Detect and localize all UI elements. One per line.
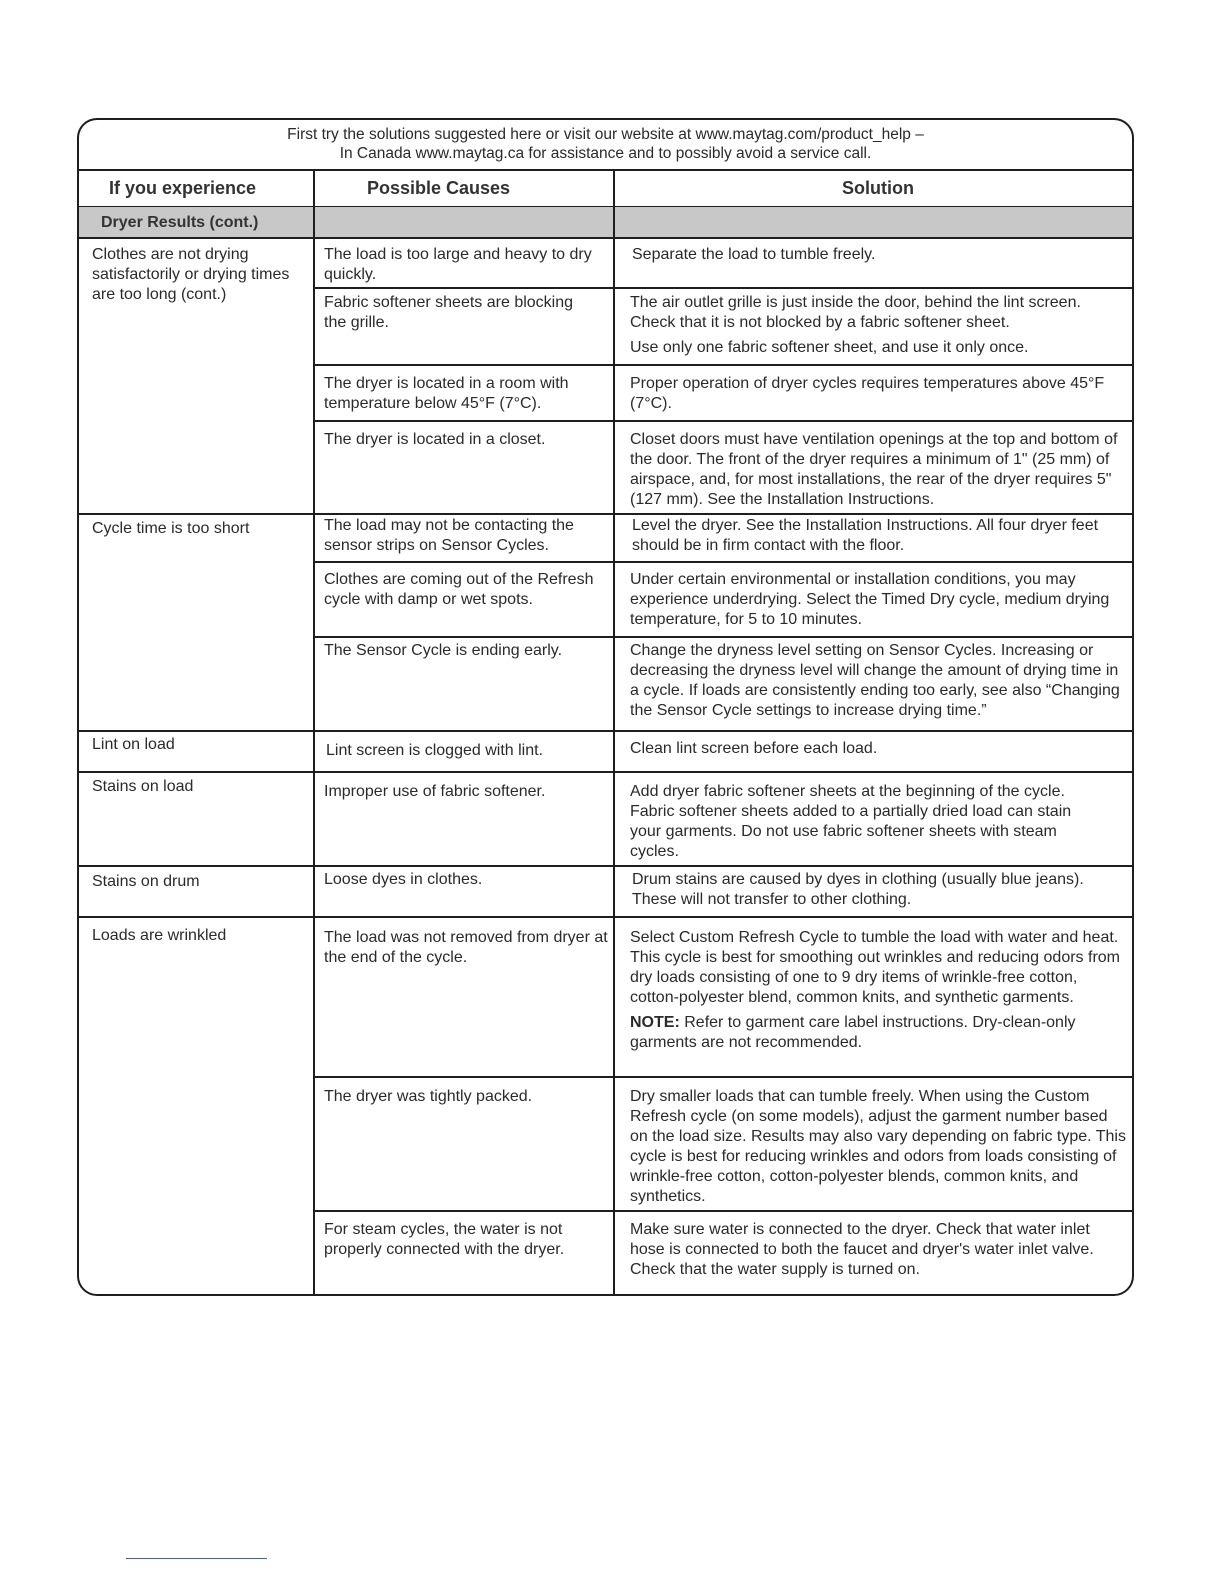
intro-line-1: First try the solutions suggested here or visit our website at www.maytag.com/product_help –	[287, 126, 924, 143]
solution-text: Drum stains are caused by dyes in clothing (usually blue jeans). These will not transfer to other clothing.	[632, 871, 1084, 908]
header-solution: Solution	[842, 177, 914, 198]
cause-text: Improper use of fabric softener.	[324, 783, 546, 800]
intro-note	[79, 120, 1132, 171]
cause-text: Fabric softener sheets are blocking the grille.	[324, 294, 574, 331]
solution-text	[630, 293, 1125, 358]
column-divider	[313, 171, 315, 1296]
problem-stains-drum: Stains on drum	[92, 873, 200, 890]
note-paragraph	[630, 1013, 1120, 1053]
solution-text: Proper operation of dryer cycles requires temperatures above 45°F (7°C).	[630, 375, 1105, 412]
solution-text: Clean lint screen before each load.	[630, 740, 878, 757]
row-divider	[79, 916, 1132, 918]
solution-paragraph: Use only one fabric softener sheet, and use it only once.	[630, 339, 1029, 356]
problem-cycle-short: Cycle time is too short	[92, 520, 250, 537]
cause-text: The dryer was tightly packed.	[324, 1088, 533, 1105]
solution-text: Separate the load to tumble freely.	[632, 246, 876, 263]
cause-text: The dryer is located in a room with temperature below 45°F (7°C).	[324, 375, 569, 412]
cause-text: For steam cycles, the water is not properly connected with the dryer.	[324, 1221, 565, 1258]
subrow-divider	[313, 561, 1134, 563]
problem-wrinkled: Loads are wrinkled	[92, 927, 227, 944]
footer-link-underline	[126, 1558, 267, 1559]
subrow-divider	[313, 636, 1134, 638]
cause-text: The load is too large and heavy to dry quickly.	[324, 246, 592, 283]
solution-text: Dry smaller loads that can tumble freely. When using the Custom Refresh cycle (on some models), adjust the garment number based on the load size. Results may also vary depending on fabric type. This cycle is best for reducing wrinkles and odors from loads consisting of wrinkle-free cotton, cotton-polyester blends, common knits, and synthetics.	[630, 1088, 1126, 1205]
section-title: Dryer Results (cont.)	[79, 206, 1132, 239]
subrow-divider	[313, 1076, 1134, 1078]
header-experience: If you experience	[109, 177, 257, 198]
solution-text: Make sure water is connected to the dryer. Check that water inlet hose is connected to both the faucet and dryer's water inlet valve. Check that the water supply is turned on.	[630, 1221, 1094, 1278]
troubleshooting-table	[77, 118, 1134, 1296]
subrow-divider	[313, 364, 1134, 366]
solution-text: Change the dryness level setting on Sensor Cycles. Increasing or decreasing the dryness level will change the amount of drying time in a cycle. If loads are consistently ending too early, see also “Changing the Sensor Cycle settings to increase drying time.”	[630, 642, 1120, 719]
row-divider	[79, 771, 1132, 773]
problem-lint: Lint on load	[92, 736, 175, 753]
header-causes: Possible Causes	[367, 177, 511, 198]
cause-text: Clothes are coming out of the Refresh cycle with damp or wet spots.	[324, 571, 594, 608]
cause-text: The Sensor Cycle is ending early.	[324, 642, 563, 659]
solution-paragraph: The air outlet grille is just inside the door, behind the lint screen. Check that it is not blocked by a fabric softener sheet.	[630, 294, 1081, 331]
cause-text: Loose dyes in clothes.	[324, 871, 483, 888]
note-text: Refer to garment care label instructions. Dry-clean-only garments are not recommended.	[630, 1014, 1076, 1051]
intro-line-2: In Canada www.maytag.ca for assistance and to possibly avoid a service call.	[339, 145, 872, 162]
row-divider	[79, 865, 1132, 867]
problem-stains-load: Stains on load	[92, 778, 194, 795]
subrow-divider	[313, 1210, 1134, 1212]
cause-text: The load may not be contacting the sensor strips on Sensor Cycles.	[324, 517, 574, 554]
solution-paragraph: Select Custom Refresh Cycle to tumble the load with water and heat. This cycle is best for smoothing out wrinkles and reducing odors from dry loads consisting of one to 9 dry items of wrinkle-free cotton, cotton-polyester blend, common knits, and synthetic garments.	[630, 929, 1120, 1006]
cause-text: The load was not removed from dryer at the end of the cycle.	[324, 929, 608, 966]
subrow-divider	[313, 287, 1134, 289]
solution-text	[630, 928, 1120, 1053]
solution-text: Level the dryer. See the Installation Instructions. All four dryer feet should be in firm contact with the floor.	[632, 517, 1099, 554]
row-divider	[79, 513, 1132, 515]
subrow-divider	[313, 420, 1134, 422]
row-divider	[79, 730, 1132, 732]
solution-text: Add dryer fabric softener sheets at the beginning of the cycle. Fabric softener sheets added to a partially dried load can stain your garments. Do not use fabric softener sheets with steam cycles.	[630, 783, 1072, 860]
note-label: NOTE:	[630, 1014, 680, 1031]
cause-text: Lint screen is clogged with lint.	[326, 742, 543, 759]
solution-text: Under certain environmental or installation conditions, you may experience underdrying. Select the Timed Dry cycle, medium drying temperature, for 5 to 10 minutes.	[630, 571, 1110, 628]
column-divider	[613, 171, 615, 1296]
problem-drying: Clothes are not drying satisfactorily or drying times are too long (cont.)	[92, 246, 290, 303]
cause-text: The dryer is located in a closet.	[324, 431, 546, 448]
solution-text: Closet doors must have ventilation openings at the top and bottom of the door. The front of the dryer requires a minimum of 1" (25 mm) of airspace, and, for most installations, the rear of the dryer requires 5" (127 mm). See the Installation Instructions.	[630, 431, 1118, 508]
